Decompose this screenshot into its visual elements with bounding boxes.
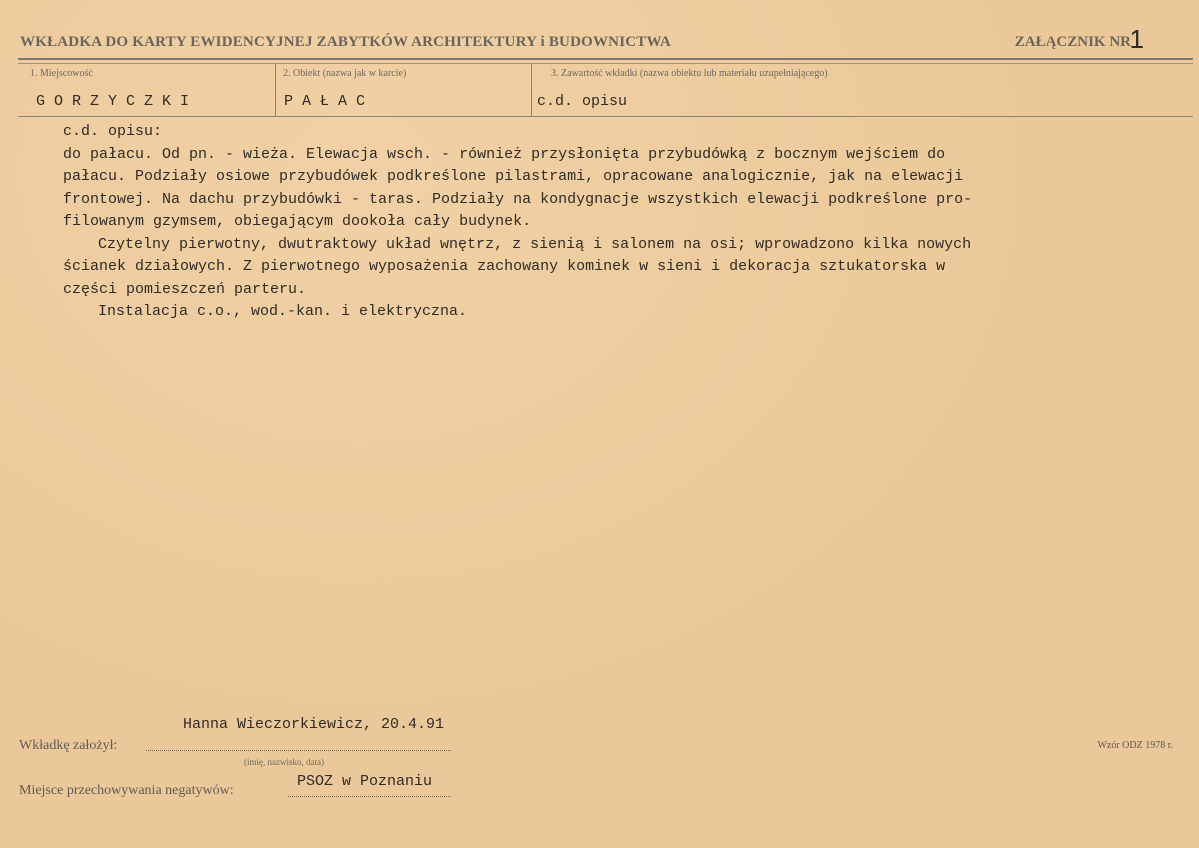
place-value: G O R Z Y C Z K I [36,93,190,110]
fields-bottom-rule [18,116,1193,117]
body-line: Instalacja c.o., wod.-kan. i elektryczna. [98,303,468,320]
body-line: filowanym gzymsem, obiegającym dookoła cały budynek. [63,213,532,230]
form-code: Wzór ODZ 1978 r. [1097,740,1173,751]
storage-value: PSOZ w Poznaniu [297,773,433,790]
object-value: P A Ł A C [284,93,366,110]
field-divider-2 [531,64,532,116]
body-line: Czytelny pierwotny, dwutraktowy układ wnętrz, z sienią i salonem na osi; wprowadzono kilka nowych [98,235,972,253]
content-value: c.d. opisu [537,93,628,110]
place-label: 1. Miejscowość [30,68,93,79]
body-line: c.d. opisu: [63,123,163,140]
storage-label: Miejsce przechowywania negatywów: [19,783,234,798]
author-value: Hanna Wieczorkiewicz, 20.4.91 [183,716,445,733]
body-line: ścianek działowych. Z pierwotnego wyposażenia zachowany kominek w sieni i dekoracja sztukatorska w [63,258,946,275]
attachment-number: 1 [1129,24,1144,54]
content-label: 3. Zawartość wkładki (nazwa obiektu lub materiału uzupełniającego) [551,68,828,79]
body-line: frontowej. Na dachu przybudówki - taras. Podziały na kondygnacje wszystkich elewacji podkreślone pro- [63,190,973,208]
author-hint: (imię, nazwisko, data) [244,757,324,767]
description-text [63,121,1073,324]
attachment-label: ZAŁĄCZNIK NR [1014,34,1131,50]
storage-dotted-line [288,796,451,797]
body-line: do pałacu. Od pn. - wieża. Elewacja wsch. - również przysłonięta przybudówką z bocznym wejściem do [63,145,946,163]
field-divider-1 [275,64,276,116]
author-label: Wkładkę założył: [19,738,118,753]
author-dotted-line [146,750,451,751]
body-line: pałacu. Podziały osiowe przybudówek podkreślone pilastrami, opracowane analogicznie, jak na elewacji [63,168,964,185]
header-rule-thick [18,58,1193,60]
form-title: WKŁADKA DO KARTY EWIDENCYJNEJ ZABYTKÓW ARCHITEKTURY i BUDOWNICTWA [20,34,672,50]
body-line: części pomieszczeń parteru. [63,280,307,298]
header-rule-thin [18,63,1193,64]
object-label: 2. Obiekt (nazwa jak w karcie) [283,68,407,79]
